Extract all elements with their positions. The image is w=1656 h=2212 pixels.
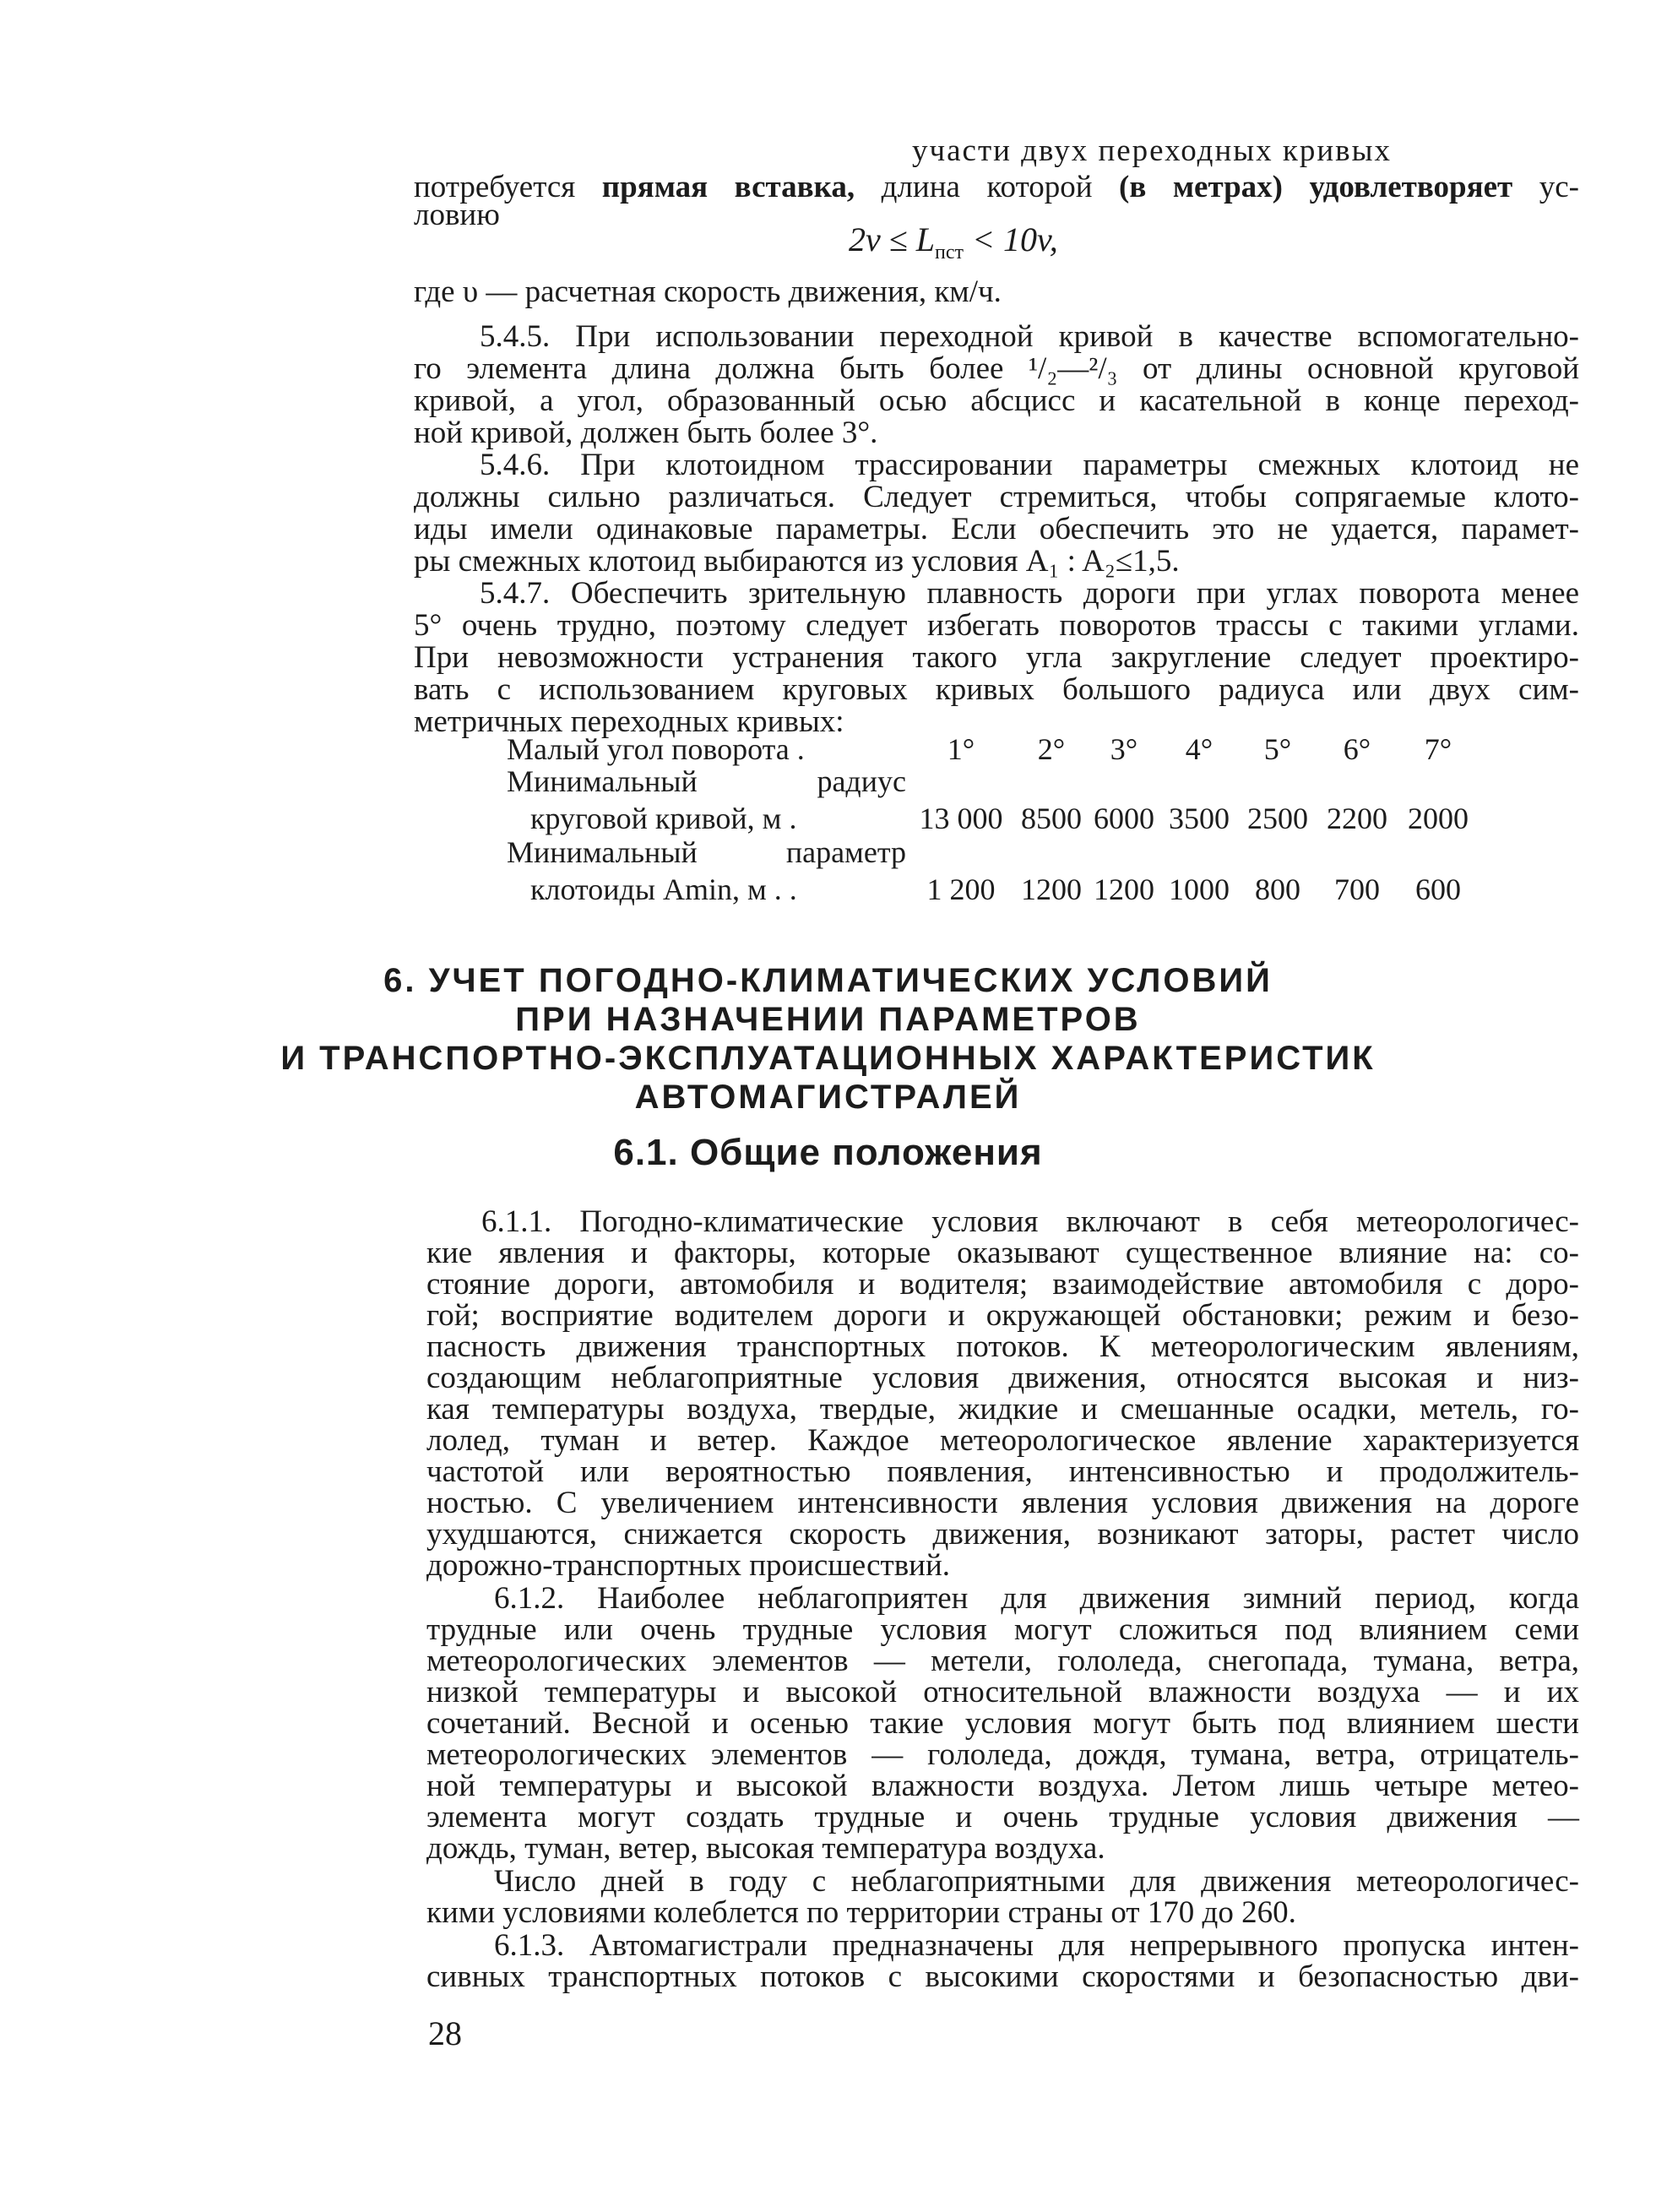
- p612-line: низкой температуры и высокой относительной влажности воздуха — и их: [426, 1675, 1579, 1709]
- table-row: [507, 716, 1480, 765]
- section-heading-line: ПРИ НАЗНАЧЕНИИ ПАРАМЕТРОВ: [515, 1001, 1141, 1038]
- p611-line: кие явления и факторы, которые оказывают существенное влияние на: со-: [426, 1236, 1579, 1270]
- table-cell: 3°: [1110, 732, 1138, 766]
- p612-line: дождь, туман, ветер, высокая температура воздуха.: [426, 1831, 1105, 1866]
- table-cell: 1000: [1169, 872, 1230, 906]
- p611-line: ностью. С увеличением интенсивности явления условия движения на дороге: [426, 1486, 1579, 1520]
- intro-text: ус-: [1512, 170, 1579, 204]
- cut-off-text: участи двух переходных кривых: [912, 133, 1392, 168]
- p612-line: сочетаний. Весной и осенью такие условия могут быть под влиянием шести: [426, 1706, 1579, 1741]
- table-row-label: клотоиды Amin, м . .: [530, 872, 797, 906]
- formula-subscript: пст: [934, 242, 964, 264]
- table-cell: 800: [1255, 872, 1300, 906]
- where-line: где υ — расчетная скорость движения, км/ч.: [414, 274, 1002, 309]
- intro-line-2: ловию: [414, 198, 500, 232]
- table-cell: 6000: [1094, 802, 1154, 835]
- p547-line: При невозможности устранения такого угла закругление следует проектиро-: [414, 640, 1579, 675]
- table-cell: 2500: [1247, 802, 1308, 835]
- table-cell: 2200: [1327, 802, 1387, 835]
- intro-bold-term: прямая вставка,: [601, 170, 855, 204]
- p546-line: должны сильно различаться. Следует стремиться, чтобы сопрягаемые клото-: [414, 480, 1579, 514]
- p613-line: сивных транспортных потоков с высокими скоростями и безопасностью дви-: [426, 1959, 1579, 1994]
- table-cell: 2000: [1408, 802, 1469, 835]
- formula-part: ,: [1049, 220, 1058, 258]
- days-line: Число дней в году с неблагоприятными для движения метеорологичес-: [494, 1864, 1579, 1899]
- formula-part: v: [1036, 220, 1050, 258]
- table-cell: 2°: [1037, 732, 1066, 766]
- p546-line: иды имели одинаковые параметры. Если обеспечить это не удается, парамет-: [414, 512, 1579, 546]
- formula-part: 2: [849, 220, 866, 258]
- table-cell: 1200: [1021, 872, 1082, 906]
- p547-line: метричных переходных кривых:: [414, 704, 844, 739]
- table-cell: 4°: [1185, 732, 1213, 766]
- p546-line: 5.4.6. При клотоидном трассировании параметры смежных клотоид не: [480, 448, 1579, 482]
- p545-line: ной кривой, должен быть более 3°.: [414, 416, 878, 450]
- table-cell: 8500: [1021, 802, 1082, 835]
- table-row: [507, 868, 1480, 905]
- p611-line: стояние дороги, автомобиля и водителя; взаимодействие автомобиля с доро-: [426, 1267, 1579, 1302]
- table-row-label: Минимальный параметр: [507, 835, 906, 869]
- p547-line: 5° очень трудно, поэтому следует избегать поворотов трассы с такими углами.: [414, 608, 1579, 643]
- table-cell: 6°: [1343, 732, 1371, 766]
- table-row: [507, 797, 1480, 834]
- p547-line: 5.4.7. Обеспечить зрительную плавность дороги при углах поворота менее: [480, 576, 1579, 611]
- p611-line: 6.1.1. Погодно-климатические условия включают в себя метеорологичес-: [481, 1204, 1579, 1239]
- p611-line: лолед, туман и ветер. Каждое метеорологическое явление характеризуется: [426, 1423, 1579, 1458]
- section-heading-line: 6. УЧЕТ ПОГОДНО-КЛИМАТИЧЕСКИХ УСЛОВИЙ: [383, 962, 1273, 999]
- table-cell: 600: [1415, 872, 1461, 906]
- table-row-label: круговой кривой, м .: [530, 802, 797, 835]
- p611-line: частотой или вероятностью появления, интенсивностью и продолжитель-: [426, 1454, 1579, 1489]
- table-row-label: Малый угол поворота .: [507, 732, 805, 766]
- section-heading-line: И ТРАНСПОРТНО-ЭКСПЛУАТАЦИОННЫХ ХАРАКТЕРИСТИК: [280, 1040, 1376, 1077]
- section-heading-line: АВТОМАГИСТРАЛЕЙ: [634, 1079, 1022, 1116]
- p545-line: го элемента длина должна быть более ¹/₂—²/₃ от длины основной круговой: [414, 351, 1579, 386]
- table-cell: 13 000: [919, 802, 1003, 835]
- table-cell: 5°: [1263, 732, 1292, 766]
- p611-line: дорожно-транспортных происшествий.: [426, 1548, 951, 1583]
- p611-line: кая температуры воздуха, твердые, жидкие и смешанные осадки, метель, го-: [426, 1392, 1579, 1427]
- table-cell: 1 200: [926, 872, 996, 906]
- table-cell: 1°: [947, 732, 975, 766]
- p545-line: 5.4.5. При использовании переходной кривой в качестве вспомогательно-: [480, 319, 1579, 354]
- subsection-heading: 6.1. Общие положения: [613, 1132, 1043, 1173]
- p612-line: 6.1.2. Наиболее неблагоприятен для движения зимний период, когда: [494, 1581, 1579, 1616]
- p611-line: гой; восприятие водителем дороги и окружающей обстановки; режим и безо-: [426, 1298, 1579, 1333]
- table-cell: 1200: [1094, 872, 1154, 906]
- table-row-label: Минимальный радиус: [507, 764, 906, 798]
- table-cell: 700: [1334, 872, 1380, 906]
- intro-text: длина которой: [855, 170, 1120, 204]
- p612-line: ной температуры и высокой влажности воздуха. Летом лишь четыре метео-: [426, 1769, 1579, 1803]
- p613-line: 6.1.3. Автомагистрали предназначены для непрерывного пропуска интен-: [494, 1928, 1579, 1963]
- table-row: [507, 765, 1480, 797]
- table-cell: 3500: [1169, 802, 1230, 835]
- formula-part: L: [915, 220, 935, 258]
- p547-line: вать с использованием круговых кривых большого радиуса или двух сим-: [414, 672, 1579, 707]
- cut-off-text-line: [912, 133, 1579, 168]
- p611-line: ухудшаются, снижается скорость движения, возникают заторы, растет число: [426, 1517, 1579, 1552]
- intro-text: потребуется: [414, 170, 602, 204]
- intro-bold-term: (в метрах) удовлетворяет: [1119, 170, 1513, 204]
- table-cell: 7°: [1424, 732, 1452, 766]
- p612-line: трудные или очень трудные условия могут сложиться под влиянием семи: [426, 1612, 1579, 1647]
- p611-line: создающим неблагоприятные условия движения, относятся высокая и низ-: [426, 1361, 1579, 1395]
- formula: [849, 220, 1058, 264]
- p612-line: элемента могут создать трудные и очень трудные условия движения —: [426, 1800, 1579, 1834]
- p545-line: кривой, а угол, образованный осью абсцисс и касательной в конце переход-: [414, 383, 1579, 418]
- p546-line: ры смежных клотоид выбираются из условия A₁ : A₂≤1,5.: [414, 544, 1180, 579]
- p612-line: метеорологических элементов — гололеда, дождя, тумана, ветра, отрицатель-: [426, 1737, 1579, 1772]
- formula-part: < 10: [963, 220, 1037, 258]
- formula-part: v: [866, 220, 881, 258]
- days-line: кими условиями колеблется по территории страны от 170 до 260.: [426, 1895, 1296, 1930]
- curve-parameters-table: [507, 716, 1480, 905]
- intro-line-1: [414, 171, 1579, 203]
- formula-part: ≤: [880, 220, 916, 258]
- p611-line: пасность движения транспортных потоков. К метеорологическим явлениям,: [426, 1329, 1579, 1364]
- page-number: 28: [428, 2014, 462, 2052]
- table-row: [507, 834, 1480, 868]
- p612-line: метеорологических элементов — метели, гололеда, снегопада, тумана, ветра,: [426, 1644, 1579, 1678]
